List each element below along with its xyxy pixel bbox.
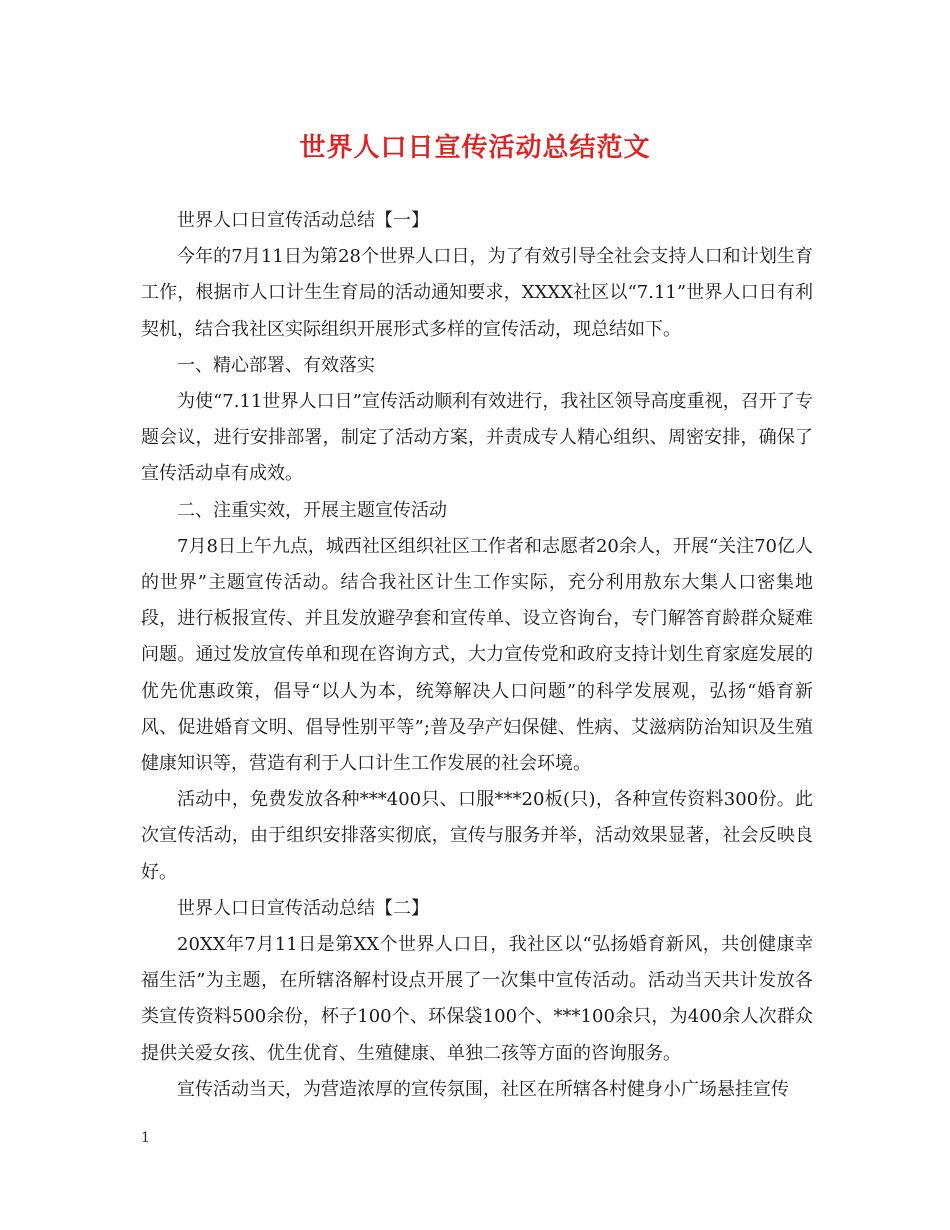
document-body (141, 203, 813, 1108)
subheading-deployment: 一、精心部署、有效落实 (177, 354, 375, 376)
section-heading-2: 世界人口日宣传活动总结【二】 (177, 897, 429, 919)
subheading-themed-activity: 二、注重实效，开展主题宣传活动 (177, 499, 447, 521)
paragraph-deployment: 为使“7.11世界人口日”宣传活动顺利有效进行，我社区领导高度重视，召开了专题会议，进行安排部署，制定了活动方案，并责成专人精心组织、周密安排，确保了宣传活动卓有成效。 (141, 391, 813, 485)
section-heading-1: 世界人口日宣传活动总结【一】 (177, 210, 429, 231)
paragraph-distribution: 活动中，免费发放各种***400只、口服***20板(只)，各种宣传资料300份。此次宣传活动，由于组织安排落实彻底，宣传与服务并举，活动效果显著，社会反映良好。 (141, 789, 813, 883)
paragraph-activity-day: 宣传活动当天，为营造浓厚的宣传氛围，社区在所辖各村健身小广场悬挂宣传 (177, 1078, 789, 1100)
document-title: 世界人口日宣传活动总结范文 (299, 133, 651, 163)
paragraph-intro: 今年的7月11日为第28个世界人口日，为了有效引导全社会支持人口和计划生育工作，根据市人口计生生育局的活动通知要求，XXXX社区以“7.11”世界人口日有利契机，结合我社区实际组织开展形式多样的宣传活动，现总结如下。 (141, 246, 813, 340)
paragraph-themed-activity: 7月8日上午九点，城西社区组织社区工作者和志愿者20余人，开展“关注70亿人的世界”主题宣传活动。结合我社区计生工作实际，充分利用敖东大集人口密集地段，进行板报宣传、并且发放避孕套和宣传单、设立咨询台，专门解答育龄群众疑难问题。通过发放宣传单和现在咨询方式，大力宣传党和政府支持计划生育家庭发展的优先优惠政策，倡导“以人为本，统筹解决人口问题”的科学发展观，弘扬“婚育新风、促进婚育文明、倡导性别平等”;普及孕产妇保健、性病、艾滋病防治知识及生殖健康知识等，营造有利于人口计生工作发展的社会环境。 (141, 535, 813, 775)
page-number: 1 (141, 1130, 150, 1146)
paragraph-second-summary: 20XX年7月11日是第XX个世界人口日，我社区以“弘扬婚育新风，共创健康幸福生活”为主题，在所辖洛解村设点开展了一次集中宣传活动。活动当天共计发放各类宣传资料500余份，杯子100个、环保袋100个、***100余只，为400余人次群众提供关爱女孩、优生优育、生殖健康、单独二孩等方面的咨询服务。 (141, 934, 813, 1064)
